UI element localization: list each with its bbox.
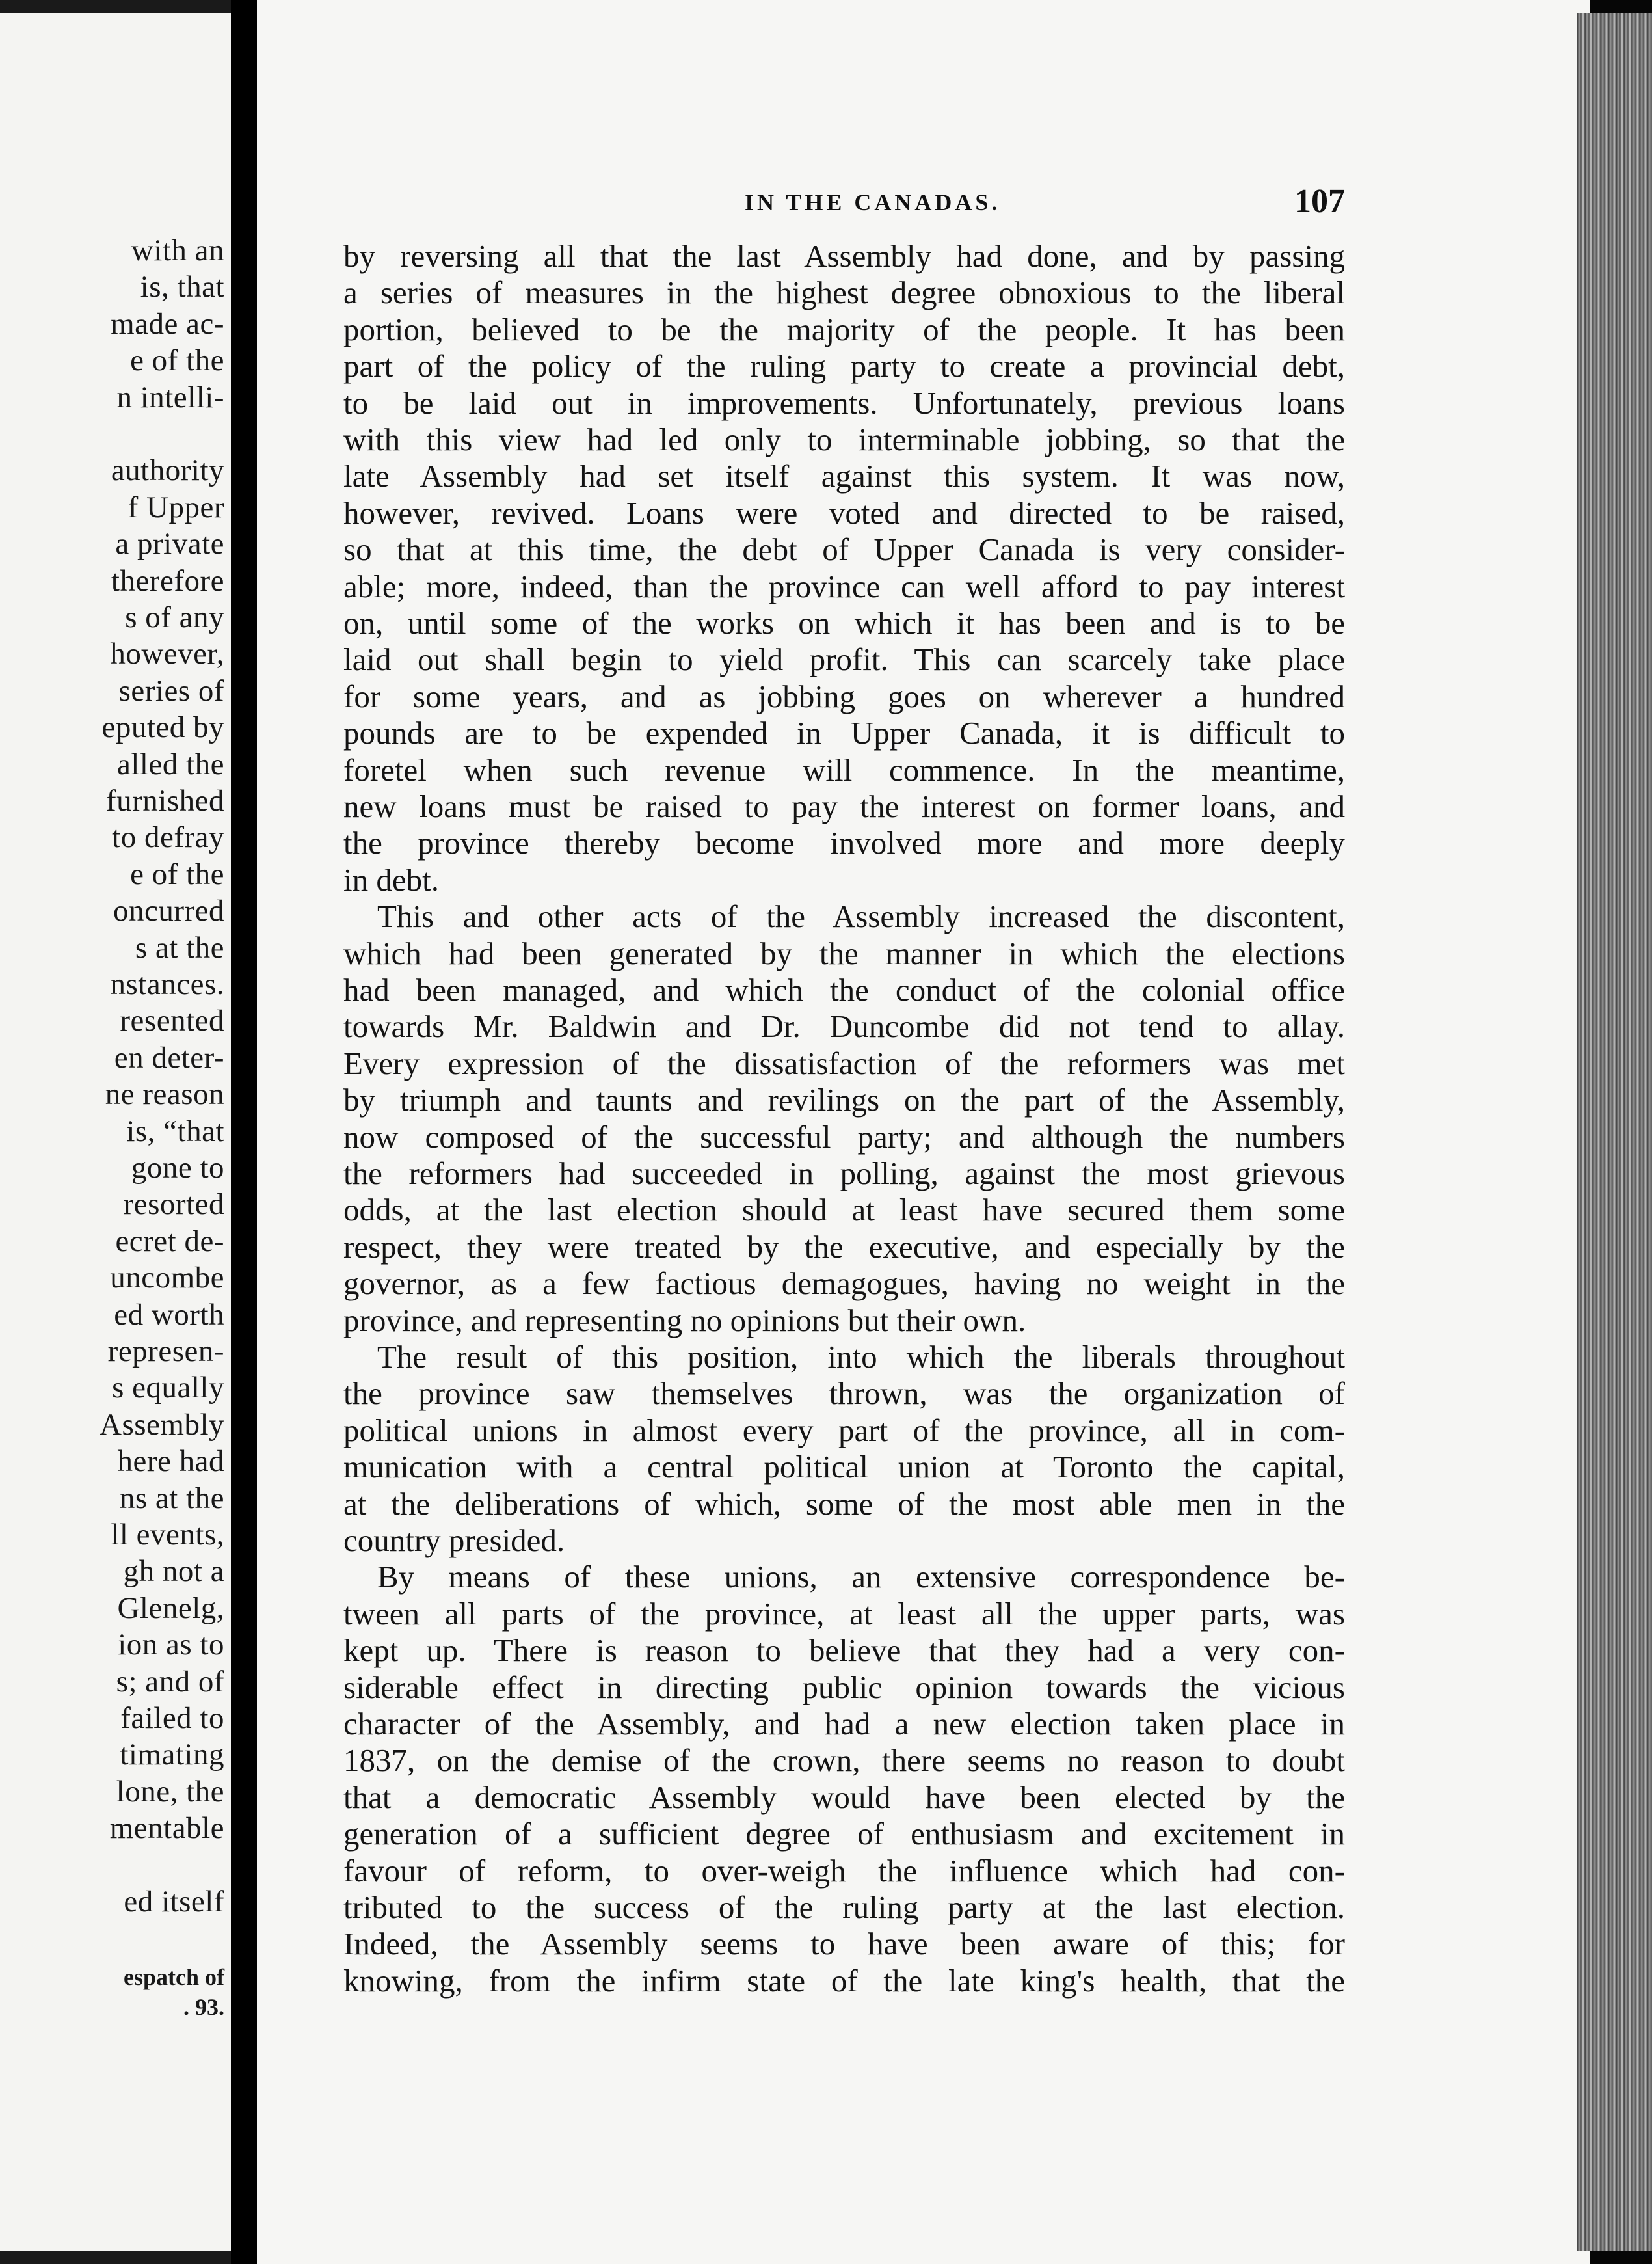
facing-page-line: en deter-	[114, 1040, 224, 1075]
body-line: munication with a central political union at Toronto the capital,	[343, 1449, 1345, 1485]
body-line: able; more, indeed, than the province can well afford to pay interest	[343, 568, 1345, 604]
facing-page-line: nstances.	[110, 967, 224, 1001]
body-line: favour of reform, to over-weigh the influence which had con-	[343, 1852, 1345, 1889]
body-line: now composed of the successful party; and although the numbers	[343, 1118, 1345, 1155]
body-line: part of the policy of the ruling party to create a provincial debt,	[343, 348, 1345, 384]
body-line: pounds are to be expended in Upper Canada, it is difficult to	[343, 715, 1345, 751]
body-line: tween all parts of the province, at least all the upper parts, was	[343, 1595, 1345, 1632]
body-line: character of the Assembly, and had a new election taken place in	[343, 1706, 1345, 1742]
facing-page-line: gone to	[131, 1151, 224, 1185]
body-line: generation of a sufficient degree of enthusiasm and excitement in	[343, 1816, 1345, 1852]
facing-page-line: Assembly	[100, 1407, 224, 1442]
book-gutter	[231, 0, 257, 2264]
facing-page-line: gh not a	[123, 1554, 224, 1589]
body-line: Every expression of the dissatisfaction of the reformers was met	[343, 1045, 1345, 1081]
body-line: had been managed, and which the conduct of the colonial office	[343, 972, 1345, 1008]
body-line: knowing, from the infirm state of the late king's health, that the	[343, 1962, 1345, 1999]
facing-page-line: ecret de-	[115, 1224, 224, 1258]
facing-page-line: s; and of	[116, 1664, 224, 1699]
body-line: a series of measures in the highest degree obnoxious to the liberal	[343, 275, 1345, 311]
body-line: the province thereby become involved more and more deeply	[343, 825, 1345, 861]
running-head: IN THE CANADAS.	[745, 189, 1001, 215]
body-line: tributed to the success of the ruling party at the last election.	[343, 1889, 1345, 1925]
body-line: with this view had led only to interminable jobbing, so that the	[343, 422, 1345, 457]
body-line: By means of these unions, an extensive correspondence be-	[377, 1559, 1345, 1595]
facing-page-line: timating	[120, 1738, 224, 1772]
facing-page-line: ne reason	[105, 1077, 224, 1112]
body-line: however, revived. Loans were voted and directed to be raised,	[343, 494, 1345, 531]
body-line: odds, at the last election should at least have secured them some	[343, 1192, 1345, 1228]
facing-page-line: s equally	[112, 1371, 224, 1405]
facing-page-line: Glenelg,	[117, 1591, 224, 1625]
body-line: late Assembly had set itself against this system. It was now,	[343, 458, 1345, 494]
facing-page-line: is, that	[140, 270, 224, 304]
body-line: The result of this position, into which the liberals throughout	[377, 1339, 1345, 1375]
facing-page-line: represen-	[107, 1334, 224, 1368]
body-line: portion, believed to be the majority of the people. It has been	[343, 311, 1345, 347]
facing-page-line: ed itself	[124, 1885, 224, 1919]
facing-page-line: ll events,	[111, 1518, 224, 1552]
facing-page-line: resorted	[123, 1187, 224, 1222]
body-line: This and other acts of the Assembly increased the discontent,	[377, 898, 1345, 935]
body-line: 1837, on the demise of the crown, there seems no reason to doubt	[343, 1742, 1345, 1779]
body-line: at the deliberations of which, some of the most able men in the	[343, 1485, 1345, 1522]
facing-page-line: authority	[111, 453, 224, 488]
facing-page-line: failed to	[120, 1701, 224, 1735]
facing-page-line: a private	[115, 527, 224, 561]
facing-page-line: lone, the	[116, 1774, 224, 1809]
facing-page-line: n intelli-	[116, 380, 224, 414]
body-line: towards Mr. Baldwin and Dr. Duncombe did not tend to allay.	[343, 1008, 1345, 1045]
facing-page-line: alled the	[116, 747, 224, 781]
body-line: kept up. There is reason to believe that they had a very con-	[343, 1632, 1345, 1669]
facing-page-line: uncombe	[110, 1261, 224, 1295]
body-line: foretel when such revenue will commence. In the meantime,	[343, 751, 1345, 788]
body-line: the province saw themselves thrown, was the organization of	[343, 1375, 1345, 1412]
body-line: that a democratic Assembly would have been elected by the	[343, 1779, 1345, 1815]
facing-page-line: with an	[131, 234, 224, 267]
facing-page-line: ion as to	[118, 1628, 224, 1662]
body-line: in debt.	[343, 861, 439, 898]
body-line: so that at this time, the debt of Upper Canada is very consider-	[343, 532, 1345, 568]
facing-page-line: e of the	[130, 344, 224, 378]
body-line: governor, as a few factious demagogues, having no weight in the	[343, 1265, 1345, 1302]
body-line: province, and representing no opinions but their own.	[343, 1302, 1026, 1338]
body-line: by reversing all that the last Assembly had done, and by passing	[343, 238, 1345, 274]
facing-page-line: made ac-	[111, 306, 224, 341]
body-line: Indeed, the Assembly seems to have been aware of this; for	[343, 1926, 1345, 1962]
body-line: respect, they were treated by the executive, and especially by the	[343, 1228, 1345, 1265]
facing-page-line: e of the	[130, 857, 224, 891]
facing-page-line: therefore	[111, 563, 224, 598]
body-line: laid out shall begin to yield profit. This can scarcely take place	[343, 641, 1345, 678]
facing-page-line: oncurred	[113, 894, 224, 928]
body-line: the reformers had succeeded in polling, against the most grievous	[343, 1155, 1345, 1191]
facing-page-line: resented	[120, 1004, 224, 1038]
facing-page-footnote-line: espatch of	[124, 1964, 224, 1990]
facing-page-line: s of any	[125, 600, 224, 634]
page-edges-texture	[1577, 13, 1652, 2251]
facing-page-line: eputed by	[101, 710, 224, 745]
body-line: to be laid out in improvements. Unfortunately, previous loans	[343, 384, 1345, 421]
body-line: new loans must be raised to pay the interest on former loans, and	[343, 788, 1345, 824]
facing-page-line: to defray	[112, 820, 224, 855]
page-number: 107	[1294, 183, 1345, 220]
facing-page-line: here had	[117, 1444, 224, 1479]
facing-page-line: series of	[118, 673, 224, 708]
body-line: by triumph and taunts and revilings on the part of the Assembly,	[343, 1082, 1345, 1118]
facing-page-fragment	[0, 13, 231, 2251]
body-line: for some years, and as jobbing goes on wherever a hundred	[343, 678, 1345, 714]
body-line: which had been generated by the manner in which the elections	[343, 935, 1345, 971]
body-line: political unions in almost every part of the province, all in com-	[343, 1412, 1345, 1448]
facing-page-line: s at the	[135, 930, 224, 965]
facing-page-footnote-line: . 93.	[183, 1994, 224, 2020]
facing-page-line: ns at the	[119, 1481, 224, 1515]
body-line: siderable effect in directing public opinion towards the vicious	[343, 1669, 1345, 1705]
facing-page-line: f Upper	[127, 490, 224, 524]
facing-page-line: furnished	[105, 784, 224, 818]
facing-page-line: mentable	[109, 1811, 224, 1846]
body-line: on, until some of the works on which it has been and is to be	[343, 605, 1345, 641]
facing-page-line: is, “that	[126, 1114, 224, 1148]
facing-page-line: ed worth	[114, 1297, 224, 1332]
body-line: country presided.	[343, 1522, 565, 1558]
facing-page-line: however,	[110, 637, 224, 671]
